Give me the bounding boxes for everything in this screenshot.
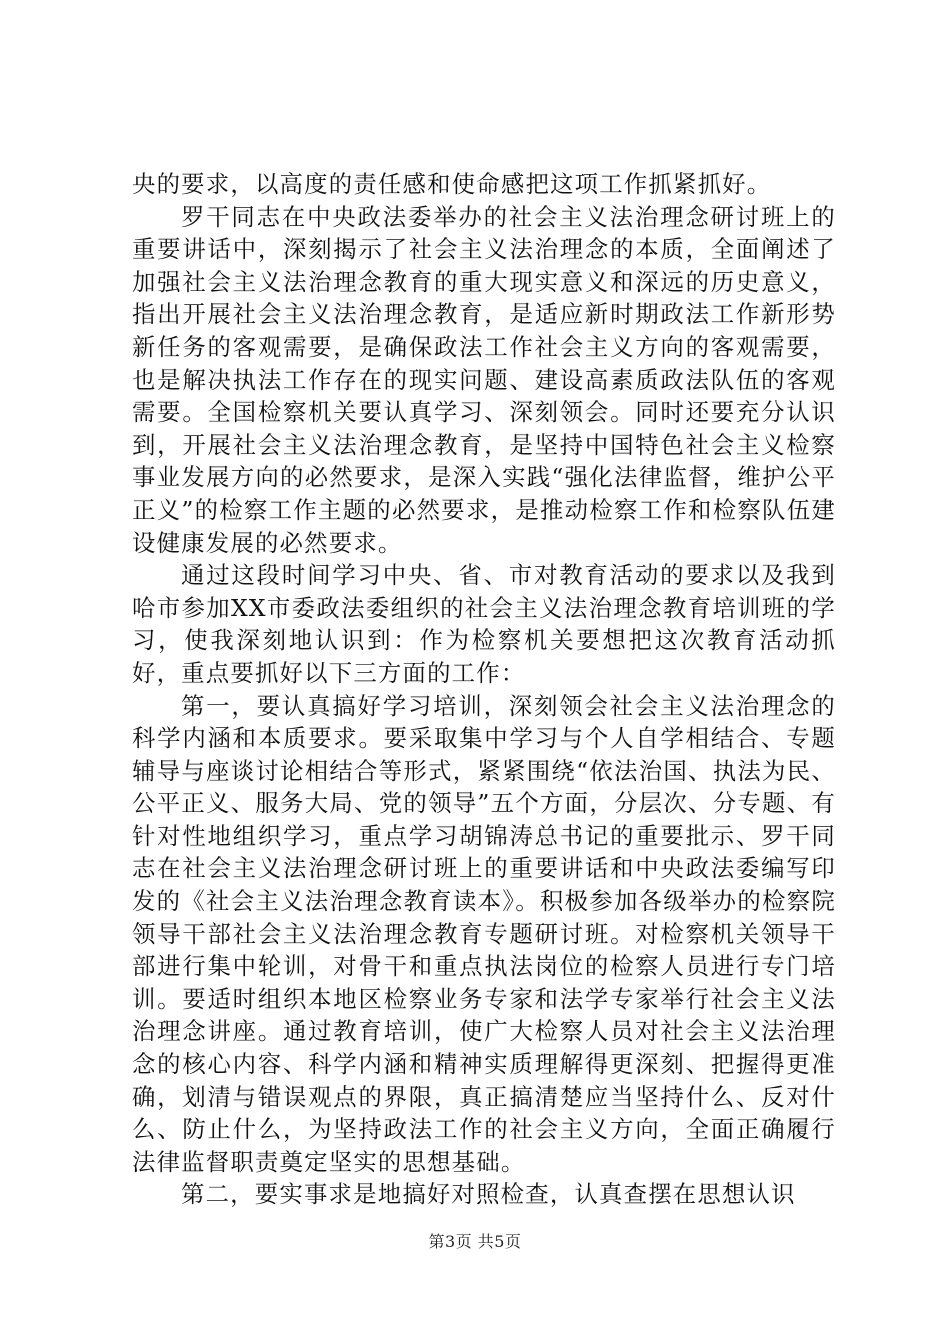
document-body — [132, 168, 836, 1211]
paragraph-4: 第一，要认真搞好学习培训，深刻领会社会主义法治理念的科学内涵和本质要求。要采取集中学习与个人自学相结合、专题辅导与座谈讨论相结合等形式，紧紧围绕“依法治国、执法为民、公平正义、服务大局、党的领导”五个方面，分层次、分专题、有针对性地组织学习，重点学习胡锦涛总书记的重要批示、罗干同志在社会主义法治理念研讨班上的重要讲话和中央政法委编写印发的《社会主义法治理念教育读本》。积极参加各级举办的检察院领导干部社会主义法治理念教育专题研讨班。对检察机关领导干部进行集中轮训，对骨干和重点执法岗位的检察人员进行专门培训。要适时组织本地区检察业务专家和法学专家举行社会主义法治理念讲座。通过教育培训，使广大检察人员对社会主义法治理念的核心内容、科学内涵和精神实质理解得更深刻、把握得更准确，划清与错误观点的界限，真正搞清楚应当坚持什么、反对什么、防止什么，为坚持政法工作的社会主义方向，全面正确履行法律监督职责奠定坚实的思想基础。 — [132, 691, 836, 1176]
page-footer: 第3页 共5页 — [428, 1232, 522, 1251]
paragraph-1: 央的要求，以高度的责任感和使命感把这项工作抓紧抓好。 — [132, 170, 772, 198]
paragraph-3: 通过这段时间学习中央、省、市对教育活动的要求以及我到哈市参加XX市委政法委组织的社会主义法治理念教育培训班的学习，使我深刻地认识到：作为检察机关要想把这次教育活动抓好，重点要抓好以下三方面的工作： — [132, 561, 836, 687]
paragraph-5: 第二，要实事求是地搞好对照检查，认真查摆在思想认识 — [181, 1180, 796, 1209]
paragraph-2: 罗干同志在中央政法委举办的社会主义法治理念研讨班上的重要讲话中，深刻揭示了社会主义法治理念的本质，全面阐述了加强社会主义法治理念教育的重大现实意义和深远的历史意义，指出开展社会主义法治理念教育，是适应新时期政法工作新形势新任务的客观需要，是确保政法工作社会主义方向的客观需要，也是解决执法工作存在的现实问题、建设高素质政法队伍的客观需要。全国检察机关要认真学习、深刻领会。同时还要充分认识到，开展社会主义法治理念教育，是坚持中国特色社会主义检察事业发展方向的必然要求，是深入实践“强化法律监督，维护公平正义”的检察工作主题的必然要求，是推动检察工作和检察队伍建设健康发展的必然要求。 — [132, 202, 836, 557]
